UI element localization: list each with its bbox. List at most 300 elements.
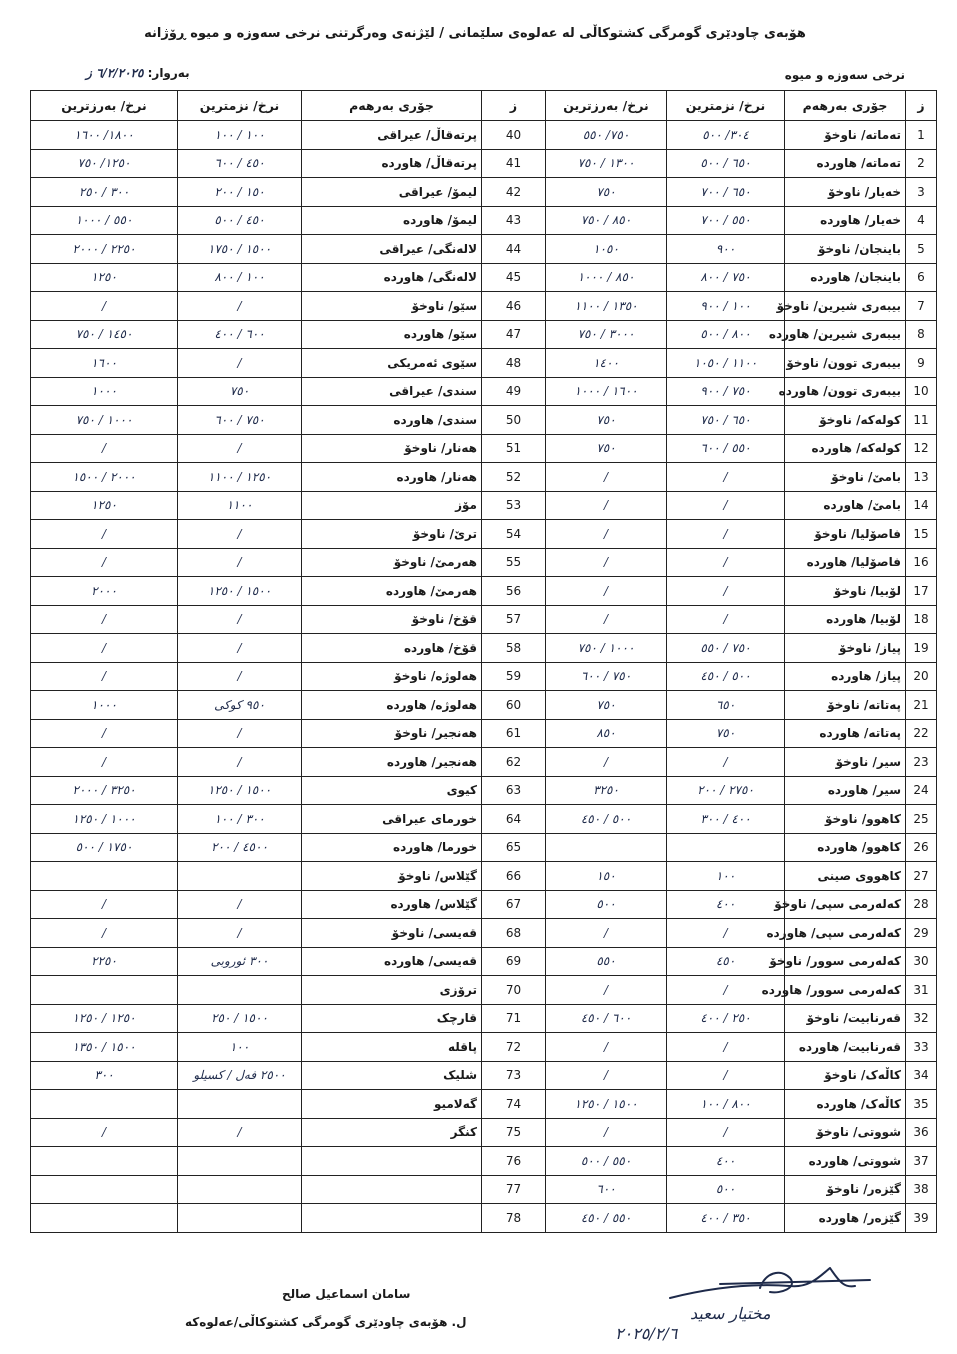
table-row <box>31 1061 937 1090</box>
max-price: ١٢٥٠ / ١٢٥٠ <box>31 1004 178 1033</box>
max-price: ٥٥٠ / ١٠٠٠ <box>31 206 178 235</box>
row-number: 12 <box>906 434 937 463</box>
max-price <box>31 1147 178 1176</box>
max-price: ٨٥٠ <box>546 719 667 748</box>
table-row <box>31 1118 937 1147</box>
min-price: / <box>667 577 785 606</box>
product-name: سێو/ ناوخۆ <box>302 292 482 321</box>
max-price: ٣٠٠ <box>31 1061 178 1090</box>
row-number: 47 <box>482 320 546 349</box>
min-price: ١٠٠ / ٨٠٠ <box>178 263 302 292</box>
min-price: / <box>178 634 302 663</box>
col-item-left: جۆری بەرهەم <box>302 91 482 121</box>
product-name: لالەنگی/ هاوردە <box>302 263 482 292</box>
min-price: / <box>667 520 785 549</box>
min-price: ٢٧٥٠ / ٢٠٠ <box>667 776 785 805</box>
max-price: ١٠٠٠ / ٧٥٠ <box>546 634 667 663</box>
product-name: قۆخ/ ناوخۆ <box>302 605 482 634</box>
row-number: 61 <box>482 719 546 748</box>
product-name: فاصۆلیا/ ناوخۆ <box>785 520 906 549</box>
row-number: 27 <box>906 862 937 891</box>
row-number: 50 <box>482 406 546 435</box>
min-price: ١٥٠٠ / ١٧٥٠ <box>178 235 302 264</box>
row-number: 36 <box>906 1118 937 1147</box>
row-number: 4 <box>906 206 937 235</box>
min-price: / <box>667 1118 785 1147</box>
product-name: قەیسی/ هاوردە <box>302 947 482 976</box>
product-name: لیمۆ/ هاوردە <box>302 206 482 235</box>
min-price: ٨٠٠ / ١٠٠ <box>667 1090 785 1119</box>
row-number: 78 <box>482 1204 546 1233</box>
product-name: کولەکە/ ناوخۆ <box>785 406 906 435</box>
row-number: 75 <box>482 1118 546 1147</box>
row-number: 24 <box>906 776 937 805</box>
max-price: ٥٠٠ <box>546 890 667 919</box>
min-price: ١٢٥٠ / ١١٠٠ <box>178 463 302 492</box>
max-price: ٣٠٠ / ٢٥٠ <box>31 178 178 207</box>
max-price: / <box>31 890 178 919</box>
min-price: ٤٥٠ / ٥٠٠ <box>178 206 302 235</box>
table-row <box>31 862 937 891</box>
product-name: کیوی <box>302 776 482 805</box>
date-value: ٦/٢/٢٠٢٥ ز <box>86 66 144 80</box>
table-row <box>31 178 937 207</box>
min-price: ١٠٠ / ٩٠٠ <box>667 292 785 321</box>
max-price: ٨٥٠ / ١٠٠٠ <box>546 263 667 292</box>
product-name: قۆخ/ هاوردە <box>302 634 482 663</box>
row-number: 10 <box>906 377 937 406</box>
product-name: قەرنابیت/ ناوخۆ <box>785 1004 906 1033</box>
min-price: ١٥٠٠ / ١٢٥٠ <box>178 776 302 805</box>
row-number: 23 <box>906 748 937 777</box>
table-row <box>31 1175 937 1204</box>
max-price: ٥٥٠ <box>546 947 667 976</box>
max-price: ١٥٠٠ / ١٣٥٠ <box>31 1033 178 1062</box>
row-number: 43 <box>482 206 546 235</box>
max-price: / <box>546 605 667 634</box>
max-price: ٣٠٠٠ / ٧٥٠ <box>546 320 667 349</box>
max-price: ٥٥٠ / ٥٠٠ <box>546 1147 667 1176</box>
min-price: / <box>667 976 785 1005</box>
max-price: / <box>546 520 667 549</box>
max-price: / <box>546 919 667 948</box>
table-row <box>31 263 937 292</box>
max-price: ١٧٥٠ / ٥٠٠ <box>31 833 178 862</box>
table-row <box>31 605 937 634</box>
max-price: / <box>31 634 178 663</box>
row-number: 65 <box>482 833 546 862</box>
table-row <box>31 748 937 777</box>
product-name: شلیک <box>302 1061 482 1090</box>
max-price: ٧٥٠ / ٦٠٠ <box>546 662 667 691</box>
col-item-right: جۆری بەرهەم <box>785 91 906 121</box>
min-price: ٧٥٠ / ٨٠٠ <box>667 263 785 292</box>
product-name: لۆبیا/ هاوردە <box>785 605 906 634</box>
max-price: ٦٠٠ / ٤٥٠ <box>546 1004 667 1033</box>
max-price: / <box>31 548 178 577</box>
product-name: کولەکە/ هاوردە <box>785 434 906 463</box>
product-name: هەلوژە/ ناوخۆ <box>302 662 482 691</box>
header-row <box>31 91 937 121</box>
max-price <box>31 976 178 1005</box>
max-price: / <box>31 662 178 691</box>
row-number: 6 <box>906 263 937 292</box>
min-price: / <box>178 605 302 634</box>
product-name: گێلاس/ ناوخۆ <box>302 862 482 891</box>
page-title: هۆبەی چاودێری گومرگی کشتوکاڵی لە عەلوەی سلێمانی / لێژنەی وەرگرتنی نرخی سەوزە و میوە ڕۆژانە <box>144 26 806 41</box>
min-price: ٧٥٠ / ٥٥٠ <box>667 634 785 663</box>
min-price: ٣٠٠ ئوروبی <box>178 947 302 976</box>
product-name: پرتەقاڵ/ هاوردە <box>302 149 482 178</box>
row-number: 52 <box>482 463 546 492</box>
max-price: ١٥٠٠ / ١٢٥٠ <box>546 1090 667 1119</box>
min-price: / <box>667 463 785 492</box>
max-price: ٧٥٠ <box>546 406 667 435</box>
product-name: مۆز <box>302 491 482 520</box>
row-number: 56 <box>482 577 546 606</box>
min-price: ٤٥٠ / ٦٠٠ <box>178 149 302 178</box>
row-number: 63 <box>482 776 546 805</box>
max-price: ٣٢٥٠ / ٢٠٠٠ <box>31 776 178 805</box>
max-price: ٧٥٠/ ٥٥٠ <box>546 121 667 150</box>
row-number: 45 <box>482 263 546 292</box>
max-price: ٧٥٠ <box>546 691 667 720</box>
row-number: 26 <box>906 833 937 862</box>
row-number: 40 <box>482 121 546 150</box>
min-price: ١٠٠ / ١٠٠ <box>178 121 302 150</box>
min-price: / <box>667 605 785 634</box>
col-num-right: ز <box>906 91 937 121</box>
product-name: کاهوو/ ناوخۆ <box>785 805 906 834</box>
min-price: ١٥٠٠ / ١٢٥٠ <box>178 577 302 606</box>
max-price: ١٠٠٠ <box>31 377 178 406</box>
product-name <box>302 1175 482 1204</box>
min-price: / <box>178 1118 302 1147</box>
row-number: 1 <box>906 121 937 150</box>
min-price: / <box>667 491 785 520</box>
max-price <box>31 1204 178 1233</box>
row-number: 49 <box>482 377 546 406</box>
date-label: بەروار: <box>147 66 190 80</box>
max-price: / <box>546 491 667 520</box>
product-name: شووتی/ هاوردە <box>785 1147 906 1176</box>
min-price: ٦٥٠ / ٥٠٠ <box>667 149 785 178</box>
row-number: 3 <box>906 178 937 207</box>
max-price: / <box>546 577 667 606</box>
product-name: سیر/ ناوخۆ <box>785 748 906 777</box>
min-price: ٦٥٠ / ٧٠٠ <box>667 178 785 207</box>
min-price: ٦٥٠ / ٧٥٠ <box>667 406 785 435</box>
row-number: 33 <box>906 1033 937 1062</box>
max-price: ١٠٠٠ / ١٢٥٠ <box>31 805 178 834</box>
max-price: / <box>31 520 178 549</box>
max-price: / <box>546 463 667 492</box>
row-number: 11 <box>906 406 937 435</box>
row-number: 67 <box>482 890 546 919</box>
row-number: 15 <box>906 520 937 549</box>
row-number: 69 <box>482 947 546 976</box>
row-number: 22 <box>906 719 937 748</box>
min-price: ١١٠٠ <box>178 491 302 520</box>
row-number: 32 <box>906 1004 937 1033</box>
max-price: ١٢٥٠ <box>31 491 178 520</box>
row-number: 2 <box>906 149 937 178</box>
max-price: ٢٠٠٠ <box>31 577 178 606</box>
table-row <box>31 377 937 406</box>
row-number: 34 <box>906 1061 937 1090</box>
min-price: ٧٥٠ <box>667 719 785 748</box>
product-name: سێوی ئەمریکی <box>302 349 482 378</box>
table-row <box>31 206 937 235</box>
product-name: کاهووی صینی <box>785 862 906 891</box>
product-name: لیمۆ/ عیراقی <box>302 178 482 207</box>
max-price: ٣٢٥٠ <box>546 776 667 805</box>
max-price: / <box>31 719 178 748</box>
row-number: 46 <box>482 292 546 321</box>
product-name: خورما/ هاوردە <box>302 833 482 862</box>
min-price: / <box>178 292 302 321</box>
min-price: ٤٥٠٠ / ٢٠٠ <box>178 833 302 862</box>
min-price: / <box>178 662 302 691</box>
product-name: هەلوژە/ هاوردە <box>302 691 482 720</box>
product-name: کەلەرمی سپی/ ناوخۆ <box>785 890 906 919</box>
table-body <box>31 121 937 1233</box>
product-name: گەلامیو <box>302 1090 482 1119</box>
product-name: کنگر <box>302 1118 482 1147</box>
product-name: کەلەرمی سپی/ هاوردە <box>785 919 906 948</box>
min-price: ١١٠٠ / ١٠٥٠ <box>667 349 785 378</box>
product-name: پیاز/ هاوردە <box>785 662 906 691</box>
max-price: / <box>31 1118 178 1147</box>
min-price <box>178 1204 302 1233</box>
max-price: ١٠٠٠ / ٧٥٠ <box>31 406 178 435</box>
table-row <box>31 890 937 919</box>
table-row <box>31 833 937 862</box>
min-price: ٥٠٠ / ٤٥٠ <box>667 662 785 691</box>
min-price: ٨٠٠ / ٥٠٠ <box>667 320 785 349</box>
max-price: / <box>546 748 667 777</box>
row-number: 58 <box>482 634 546 663</box>
product-name: باینجان/ ناوخۆ <box>785 235 906 264</box>
max-price: ١٨٠٠/ ١٦٠٠ <box>31 121 178 150</box>
signer-department: ل. هۆبەی چاودێری گومرگی کشتوکاڵی/عەلوەکە <box>185 1315 467 1329</box>
table-row <box>31 691 937 720</box>
row-number: 5 <box>906 235 937 264</box>
max-price: ١٤٠٠ <box>546 349 667 378</box>
row-number: 57 <box>482 605 546 634</box>
max-price <box>31 1090 178 1119</box>
min-price: / <box>178 890 302 919</box>
table-row <box>31 349 937 378</box>
min-price: / <box>667 548 785 577</box>
product-name: قارچک <box>302 1004 482 1033</box>
min-price: ٧٥٠ / ٩٠٠ <box>667 377 785 406</box>
min-price: / <box>178 520 302 549</box>
product-name: شووتی/ ناوخۆ <box>785 1118 906 1147</box>
table-row <box>31 662 937 691</box>
product-name: گێزەر/ هاوردە <box>785 1204 906 1233</box>
max-price: / <box>31 434 178 463</box>
product-name: بیبەری شیرین/ ناوخۆ <box>785 292 906 321</box>
min-price: / <box>178 548 302 577</box>
max-price: ١٠٠٠ <box>31 691 178 720</box>
table-row <box>31 235 937 264</box>
row-number: 54 <box>482 520 546 549</box>
product-name: خورمای عیراقی <box>302 805 482 834</box>
row-number: 14 <box>906 491 937 520</box>
product-name: فاصۆلیا/ هاوردە <box>785 548 906 577</box>
product-name: بامێ/ ناوخۆ <box>785 463 906 492</box>
row-number: 64 <box>482 805 546 834</box>
max-price: ٨٥٠ / ٧٥٠ <box>546 206 667 235</box>
row-number: 73 <box>482 1061 546 1090</box>
row-number: 18 <box>906 605 937 634</box>
row-number: 42 <box>482 178 546 207</box>
min-price: / <box>667 1033 785 1062</box>
table-row <box>31 976 937 1005</box>
row-number: 70 <box>482 976 546 1005</box>
product-name: هەرمێ/ ناوخۆ <box>302 548 482 577</box>
table-row <box>31 577 937 606</box>
row-number: 31 <box>906 976 937 1005</box>
row-number: 41 <box>482 149 546 178</box>
max-price: ١٤٥٠ / ٧٥٠ <box>31 320 178 349</box>
product-name: تەماتە/ ناوخۆ <box>785 121 906 150</box>
product-name: پەتاتە/ هاوردە <box>785 719 906 748</box>
min-price: ١٠٠ <box>178 1033 302 1062</box>
date-line <box>80 66 190 80</box>
product-name: پاقلە <box>302 1033 482 1062</box>
max-price: / <box>31 292 178 321</box>
min-price: / <box>667 1061 785 1090</box>
row-number: 44 <box>482 235 546 264</box>
max-price: / <box>546 976 667 1005</box>
product-name: هەنار/ ناوخۆ <box>302 434 482 463</box>
max-price: ١٣٥٠ / ١١٠٠ <box>546 292 667 321</box>
product-name <box>302 1147 482 1176</box>
product-name: هەنجیر/ ناوخۆ <box>302 719 482 748</box>
row-number: 25 <box>906 805 937 834</box>
row-number: 71 <box>482 1004 546 1033</box>
min-price: ٦٠٠ / ٤٠٠ <box>178 320 302 349</box>
row-number: 60 <box>482 691 546 720</box>
min-price: ٣٠٠ / ١٠٠ <box>178 805 302 834</box>
min-price: / <box>178 919 302 948</box>
product-name <box>302 1204 482 1233</box>
product-name: گێلاس/ هاوردە <box>302 890 482 919</box>
max-price: ٧٥٠ <box>546 178 667 207</box>
min-price <box>178 862 302 891</box>
row-number: 29 <box>906 919 937 948</box>
min-price: ٥٥٠ / ٧٠٠ <box>667 206 785 235</box>
product-name: خەیار/ هاوردە <box>785 206 906 235</box>
table-row <box>31 947 937 976</box>
max-price: ٦٠٠ <box>546 1175 667 1204</box>
table-row <box>31 1204 937 1233</box>
min-price: / <box>667 748 785 777</box>
min-price: ٧٥٠ / ٦٠٠ <box>178 406 302 435</box>
max-price <box>31 862 178 891</box>
max-price: ٥٠٠ / ٤٥٠ <box>546 805 667 834</box>
table-row <box>31 919 937 948</box>
table-row <box>31 1004 937 1033</box>
max-price <box>546 833 667 862</box>
row-number: 72 <box>482 1033 546 1062</box>
product-name: سیر/ هاوردە <box>785 776 906 805</box>
row-number: 76 <box>482 1147 546 1176</box>
table-row <box>31 292 937 321</box>
max-price: / <box>546 1033 667 1062</box>
product-name: هەنجیر/ هاوردە <box>302 748 482 777</box>
min-price: ٤٠٠ <box>667 1147 785 1176</box>
row-number: 30 <box>906 947 937 976</box>
row-number: 37 <box>906 1147 937 1176</box>
min-price: ١٥٠٠ / ٢٥٠ <box>178 1004 302 1033</box>
product-name: گێزەر/ ناوخۆ <box>785 1175 906 1204</box>
row-number: 62 <box>482 748 546 777</box>
product-name: سندی/ عیراقی <box>302 377 482 406</box>
min-price: ٢٥٠ / ٤٠٠ <box>667 1004 785 1033</box>
col-num-left: ز <box>482 91 546 121</box>
row-number: 51 <box>482 434 546 463</box>
row-number: 9 <box>906 349 937 378</box>
table-row <box>31 548 937 577</box>
signature-date: ٢٠٢٥/٢/٦ <box>615 1324 678 1343</box>
product-name: تەماتە/ هاوردە <box>785 149 906 178</box>
product-name: سێو/ هاوردە <box>302 320 482 349</box>
row-number: 28 <box>906 890 937 919</box>
max-price: ١٢٥٠ <box>31 263 178 292</box>
min-price <box>178 1175 302 1204</box>
product-name: پرتەقاڵ/ عیراقی <box>302 121 482 150</box>
col-max-right: نرخ/ بەرزترین <box>546 91 667 121</box>
min-price: ٥٥٠ / ٦٠٠ <box>667 434 785 463</box>
max-price: ٢٢٥٠ <box>31 947 178 976</box>
table-row <box>31 434 937 463</box>
max-price: ١٢٥٠/ ٧٥٠ <box>31 149 178 178</box>
product-name: باینجان/ هاوردە <box>785 263 906 292</box>
product-name: لۆبیا/ ناوخۆ <box>785 577 906 606</box>
table-row <box>31 320 937 349</box>
min-price: ٤٠٠ <box>667 890 785 919</box>
min-price: ٤٠٠ / ٣٠٠ <box>667 805 785 834</box>
max-price: ١٠٥٠ <box>546 235 667 264</box>
max-price: ٢٢٥٠ / ٢٠٠٠ <box>31 235 178 264</box>
table-row <box>31 121 937 150</box>
min-price: ٣٥٠ / ٤٠٠ <box>667 1204 785 1233</box>
section-title: نرخی سەوزە و میوە <box>784 68 905 82</box>
product-name: بیبەری شیرین/ هاوردە <box>785 320 906 349</box>
product-name: پیاز/ ناوخۆ <box>785 634 906 663</box>
min-price <box>178 1090 302 1119</box>
col-min-left: نرخ/ نزمترین <box>178 91 302 121</box>
table-row <box>31 776 937 805</box>
row-number: 68 <box>482 919 546 948</box>
min-price <box>178 1147 302 1176</box>
table-row <box>31 491 937 520</box>
product-name: لالەنگی/ عیراقی <box>302 235 482 264</box>
table-row <box>31 149 937 178</box>
min-price: ٣٠٤/ ٥٠٠ <box>667 121 785 150</box>
row-number: 16 <box>906 548 937 577</box>
table-row <box>31 1147 937 1176</box>
max-price: ١٥٠ <box>546 862 667 891</box>
min-price <box>667 833 785 862</box>
row-number: 8 <box>906 320 937 349</box>
row-number: 59 <box>482 662 546 691</box>
max-price: ٢٠٠٠ / ١٥٠٠ <box>31 463 178 492</box>
product-name: ترێ/ ناوخۆ <box>302 520 482 549</box>
